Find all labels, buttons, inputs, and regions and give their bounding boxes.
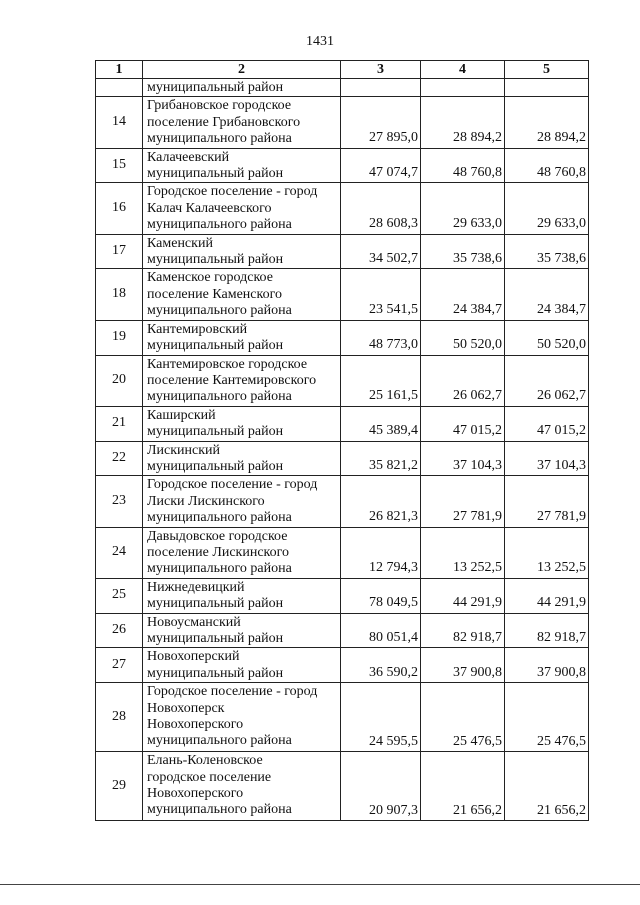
row-number: 28 xyxy=(96,683,143,752)
row-name: Городское поселение - город Новохоперск Новохоперского муниципального района xyxy=(143,683,341,752)
row-value-col4: 27 781,9 xyxy=(421,476,505,527)
table-row xyxy=(96,752,589,821)
row-number: 19 xyxy=(96,320,143,355)
row-value-col4: 26 062,7 xyxy=(421,355,505,406)
row-name: Кантемировское городское поселение Кантемировского муниципального района xyxy=(143,355,341,406)
table-row xyxy=(96,613,589,648)
row-value-col3: 78 049,5 xyxy=(341,578,421,613)
table-row xyxy=(96,234,589,269)
row-value-col3: 45 389,4 xyxy=(341,406,421,441)
row-value-col3: 27 895,0 xyxy=(341,97,421,148)
row-name: Городское поселение - город Калач Калачеевского муниципального района xyxy=(143,183,341,234)
table-row xyxy=(96,355,589,406)
row-value-col4: 29 633,0 xyxy=(421,183,505,234)
table-header-row xyxy=(96,61,589,79)
row-value-col4: 50 520,0 xyxy=(421,320,505,355)
footer-divider xyxy=(0,884,640,885)
column-header: 4 xyxy=(421,61,505,79)
row-value-col5: 37 104,3 xyxy=(505,441,589,476)
table-body xyxy=(96,79,589,821)
row-value-col4: 13 252,5 xyxy=(421,527,505,578)
column-header: 2 xyxy=(143,61,341,79)
row-number: 25 xyxy=(96,578,143,613)
table-row xyxy=(96,97,589,148)
row-value-col5: 13 252,5 xyxy=(505,527,589,578)
row-number: 29 xyxy=(96,752,143,821)
row-value-col4: 25 476,5 xyxy=(421,683,505,752)
row-name: Давыдовское городское поселение Лискинского муниципального района xyxy=(143,527,341,578)
row-value-col5: 37 900,8 xyxy=(505,648,589,683)
table-row xyxy=(96,148,589,183)
row-value-col4: 37 104,3 xyxy=(421,441,505,476)
row-value-col4: 37 900,8 xyxy=(421,648,505,683)
row-value-col4: 35 738,6 xyxy=(421,234,505,269)
table-row xyxy=(96,320,589,355)
row-name: муниципальный район xyxy=(143,79,341,97)
row-value-col3: 25 161,5 xyxy=(341,355,421,406)
table-row xyxy=(96,183,589,234)
table-row xyxy=(96,527,589,578)
row-number: 15 xyxy=(96,148,143,183)
row-number: 22 xyxy=(96,441,143,476)
row-name: Каменское городское поселение Каменского муниципального района xyxy=(143,269,341,320)
data-table xyxy=(95,60,589,821)
row-value-col5 xyxy=(505,79,589,97)
row-value-col4: 24 384,7 xyxy=(421,269,505,320)
row-value-col4: 48 760,8 xyxy=(421,148,505,183)
table-row xyxy=(96,269,589,320)
row-number: 26 xyxy=(96,613,143,648)
row-number: 21 xyxy=(96,406,143,441)
row-value-col5: 28 894,2 xyxy=(505,97,589,148)
table-row xyxy=(96,648,589,683)
row-number: 20 xyxy=(96,355,143,406)
row-value-col5: 25 476,5 xyxy=(505,683,589,752)
row-name: Лискинский муниципальный район xyxy=(143,441,341,476)
table-row xyxy=(96,441,589,476)
column-header: 1 xyxy=(96,61,143,79)
row-value-col3: 80 051,4 xyxy=(341,613,421,648)
table-row xyxy=(96,578,589,613)
row-value-col4 xyxy=(421,79,505,97)
row-value-col3: 24 595,5 xyxy=(341,683,421,752)
row-value-col5: 48 760,8 xyxy=(505,148,589,183)
row-value-col3: 34 502,7 xyxy=(341,234,421,269)
row-value-col5: 24 384,7 xyxy=(505,269,589,320)
row-value-col5: 47 015,2 xyxy=(505,406,589,441)
row-value-col4: 28 894,2 xyxy=(421,97,505,148)
row-value-col3: 12 794,3 xyxy=(341,527,421,578)
row-value-col5: 29 633,0 xyxy=(505,183,589,234)
row-value-col3: 47 074,7 xyxy=(341,148,421,183)
row-value-col5: 26 062,7 xyxy=(505,355,589,406)
row-name: Елань-Коленовское городское поселение Новохоперского муниципального района xyxy=(143,752,341,821)
row-name: Новоусманский муниципальный район xyxy=(143,613,341,648)
table-row xyxy=(96,79,589,97)
row-value-col3: 28 608,3 xyxy=(341,183,421,234)
row-name: Каширский муниципальный район xyxy=(143,406,341,441)
row-value-col5: 82 918,7 xyxy=(505,613,589,648)
row-name: Кантемировский муниципальный район xyxy=(143,320,341,355)
column-header: 3 xyxy=(341,61,421,79)
row-value-col3: 20 907,3 xyxy=(341,752,421,821)
row-name: Грибановское городское поселение Грибановского муниципального района xyxy=(143,97,341,148)
row-number: 16 xyxy=(96,183,143,234)
row-number xyxy=(96,79,143,97)
table-row xyxy=(96,476,589,527)
row-value-col5: 21 656,2 xyxy=(505,752,589,821)
row-name: Калачеевский муниципальный район xyxy=(143,148,341,183)
row-number: 17 xyxy=(96,234,143,269)
row-number: 27 xyxy=(96,648,143,683)
row-name: Новохоперский муниципальный район xyxy=(143,648,341,683)
table-row xyxy=(96,683,589,752)
row-value-col4: 47 015,2 xyxy=(421,406,505,441)
row-name: Каменский муниципальный район xyxy=(143,234,341,269)
row-number: 14 xyxy=(96,97,143,148)
row-value-col3: 26 821,3 xyxy=(341,476,421,527)
row-value-col4: 44 291,9 xyxy=(421,578,505,613)
row-value-col3: 35 821,2 xyxy=(341,441,421,476)
row-value-col5: 50 520,0 xyxy=(505,320,589,355)
row-value-col3: 48 773,0 xyxy=(341,320,421,355)
row-value-col4: 82 918,7 xyxy=(421,613,505,648)
row-value-col4: 21 656,2 xyxy=(421,752,505,821)
row-value-col3: 36 590,2 xyxy=(341,648,421,683)
row-number: 23 xyxy=(96,476,143,527)
row-number: 24 xyxy=(96,527,143,578)
column-header: 5 xyxy=(505,61,589,79)
row-value-col5: 27 781,9 xyxy=(505,476,589,527)
row-name: Городское поселение - город Лиски Лискинского муниципального района xyxy=(143,476,341,527)
page-number: 1431 xyxy=(306,34,334,49)
table-row xyxy=(96,406,589,441)
row-name: Нижнедевицкий муниципальный район xyxy=(143,578,341,613)
row-number: 18 xyxy=(96,269,143,320)
row-value-col3: 23 541,5 xyxy=(341,269,421,320)
row-value-col5: 44 291,9 xyxy=(505,578,589,613)
row-value-col5: 35 738,6 xyxy=(505,234,589,269)
row-value-col3 xyxy=(341,79,421,97)
